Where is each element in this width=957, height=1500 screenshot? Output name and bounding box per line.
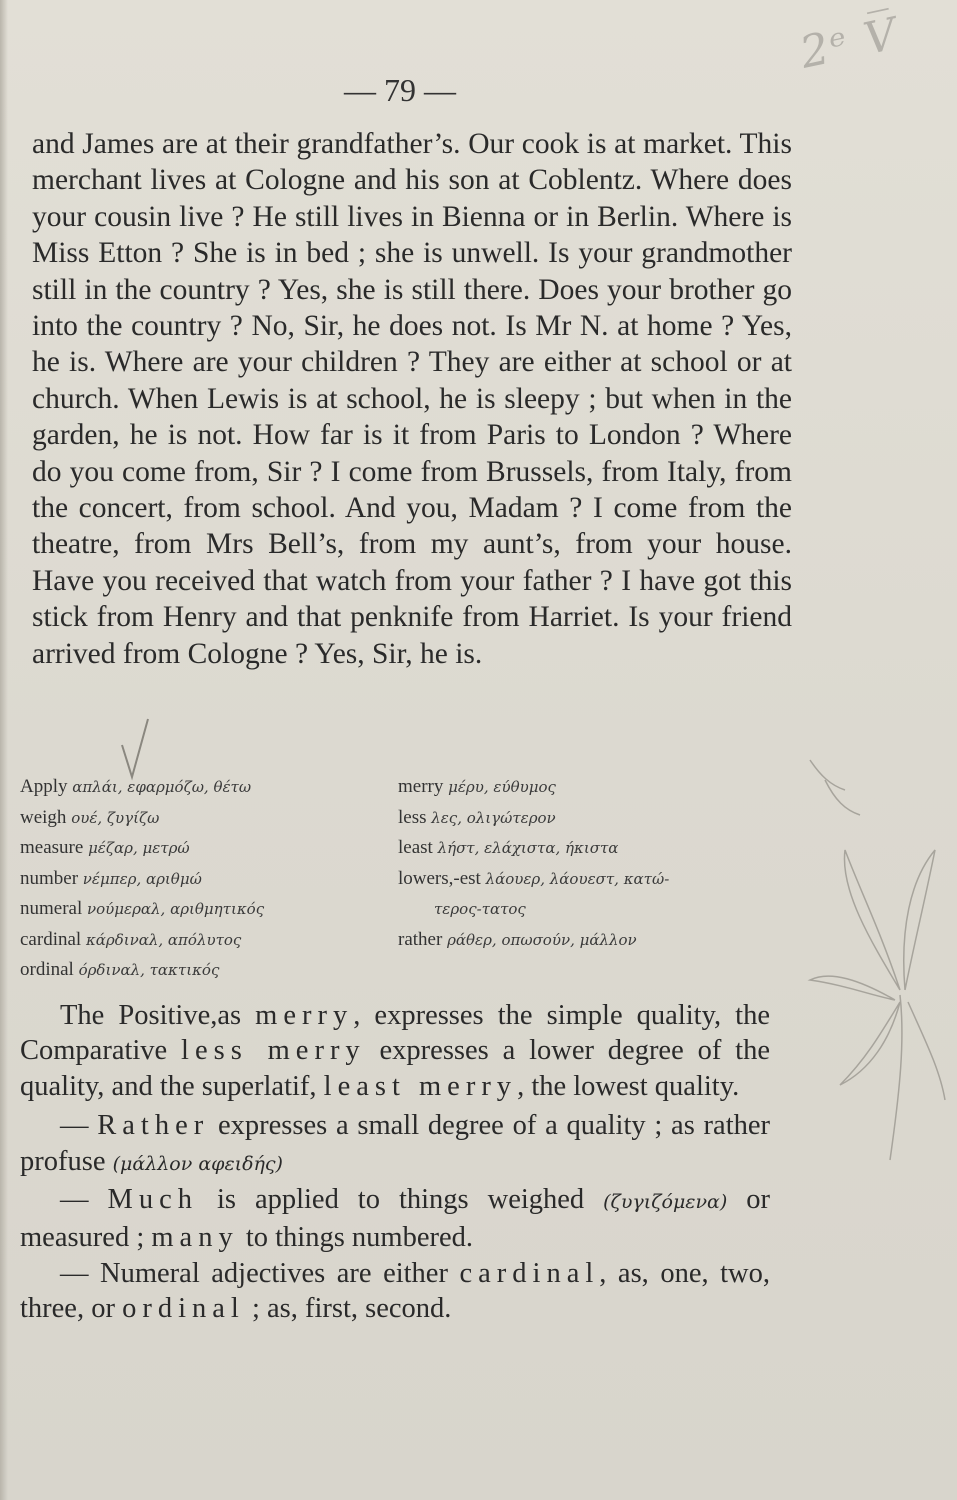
page-number: — 79 —: [344, 72, 456, 108]
vocab-entry: cardinal κάρδιναλ, απόλυτος: [20, 928, 242, 950]
vocab-entry: less λες, ολιγώτερον: [398, 806, 556, 828]
page-binding-shadow: [0, 0, 8, 1500]
vocab-entry: weigh ουέ, ζυγίζω: [20, 806, 160, 828]
vocab-entry: least λήστ, ελάχιστα, ήκιστα: [398, 837, 619, 858]
grammar-paragraph-numeral: — Numeral adjectives are either cardinal, as, one, two, three, or ordinal ; as, first, second.: [20, 1257, 770, 1325]
vocab-entry: number νέμπερ, αριθμώ: [20, 867, 202, 889]
vocab-entry: rather ράθερ, οπωσούν, μάλλον: [398, 928, 637, 950]
vocab-entry: Apply απλάι, εφαρμόζω, θέτω: [20, 776, 252, 797]
pencil-annotation: 2ᵉ V̅: [795, 8, 904, 79]
vocab-entry: lowers,-est λάουερ, λάουεστ, κατώ-: [398, 867, 670, 889]
vocabulary-column-left: [20, 772, 400, 986]
pencil-leaf-sketch: [750, 740, 950, 1200]
vocab-entry: numeral νούμεραλ, αριθμητικός: [20, 898, 265, 919]
vocab-entry: measure μέζαρ, μετρώ: [20, 837, 190, 858]
vocab-entry-continuation: τερος-τατος: [434, 900, 526, 918]
exercise-paragraph: and James are at their grandfather’s. Our cook is at market. This merchant lives at Cologne and his son at Coblentz. Where does your cousin live ? He still lives in Bienna or in Berlin. Where is Miss Etton ? She is in bed ; she is unwell. Is your grandmother still in the country ? Yes, she is still there. Does your brother go into the country ? No, Sir, he does not. Is Mr N. at home ? Yes, he is. Where are your children ? They are either at school or at church. When Lewis is at school, he is sleepy ; but when in the garden, he is not. How far is it from Paris to London ? Where do you come from, Sir ? I come from Brussels, from Italy, from the concert, from school. And you, Madam ? I come from the theatre, from Mrs Bell’s, from my aunt’s, from your house. Have you received that watch from your father ? I have got this stick from Henry and that penknife from Harriet. Is your friend arrived from Cologne ? Yes, Sir, he is.: [32, 128, 792, 670]
grammar-paragraph-degrees: The Positive,as merry, expresses the simple quality, the Comparative less merry expresses a lower degree of the quality, and the superlatif, least merry, the lowest quality.: [20, 1000, 770, 1102]
vocab-entry: merry μέρυ, εύθυμος: [398, 776, 556, 797]
grammar-notes: [20, 998, 770, 1327]
vocab-entry: ordinal όρδιναλ, τακτικός: [20, 959, 220, 980]
grammar-paragraph-rather: — Rather expresses a small degree of a quality ; as rather profuse (μάλλον αφειδής): [20, 1110, 771, 1177]
vocabulary-column-right: [398, 772, 798, 955]
grammar-paragraph-much: — Much is applied to things weighed (ζυγιζόμενα) or measured ; many to things numbered.: [20, 1184, 770, 1254]
